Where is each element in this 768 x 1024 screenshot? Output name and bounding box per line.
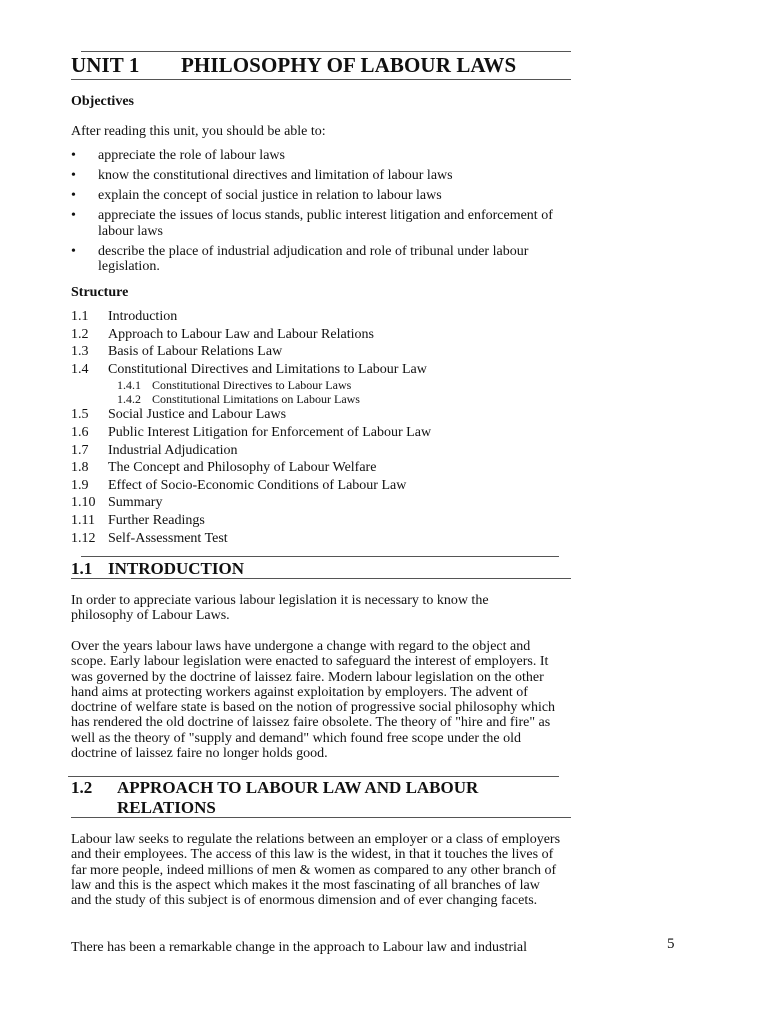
objective-item: • describe the place of industrial adjudication and role of tribunal under labour legislation.	[71, 243, 529, 274]
structure-item: 1.4 Constitutional Directives and Limitations to Labour Law	[71, 361, 427, 377]
structure-item: 1.2 Approach to Labour Law and Labour Relations	[71, 326, 374, 342]
objectives-intro: After reading this unit, you should be able to:	[71, 124, 326, 139]
unit-number: UNIT 1	[71, 53, 140, 77]
section-1-2-heading: 1.2 APPROACH TO LABOUR LAW AND LABOUR RELATIONS	[71, 778, 479, 817]
objectives-list	[71, 148, 561, 279]
objectives-heading: Objectives	[71, 94, 134, 109]
structure-item: 1.9 Effect of Socio-Economic Conditions of Labour Law	[71, 477, 407, 493]
header-top-rule	[81, 51, 571, 52]
bullet-icon: •	[71, 148, 76, 163]
structure-subitem: 1.4.1 Constitutional Directives to Labour Laws	[117, 378, 352, 393]
objective-item: • appreciate the issues of locus stands, public interest litigation and enforcement of labour laws	[71, 208, 553, 239]
unit-title-text: PHILOSOPHY OF LABOUR LAWS	[181, 53, 517, 77]
objective-item: • appreciate the role of labour laws	[71, 148, 285, 163]
section-1-1-para-1: In order to appreciate various labour legislation it is necessary to know the philosophy of Labour Laws.	[71, 593, 489, 624]
bullet-icon: •	[71, 243, 76, 259]
unit-title	[71, 53, 516, 78]
structure-item: 1.6 Public Interest Litigation for Enforcement of Labour Law	[71, 424, 432, 440]
structure-heading: Structure	[71, 285, 129, 300]
structure-item: 1.3 Basis of Labour Relations Law	[71, 344, 283, 360]
objective-item: • know the constitutional directives and limitation of labour laws	[71, 168, 453, 183]
structure-subitem: 1.4.2 Constitutional Limitations on Labour Laws	[117, 392, 360, 407]
section-1-2-bottom-rule	[71, 817, 571, 818]
structure-item: 1.1 Introduction	[71, 309, 178, 324]
structure-item: 1.12 Self-Assessment Test	[71, 530, 228, 546]
objective-item: • explain the concept of social justice in relation to labour laws	[71, 188, 442, 203]
header-bottom-rule	[71, 79, 571, 80]
structure-item: 1.11 Further Readings	[71, 512, 205, 528]
structure-item: 1.10 Summary	[71, 495, 163, 511]
section-1-2-para-1: Labour law seeks to regulate the relations between an employer or a class of employers and their employees. The access of this law is the widest, in that it touches the lives of far more people, indeed millions of men & women as compared to any other branch of law and this is the aspect which makes it the most fascinating of all branches of law and the study of this subject is of enormous dimension and of ever changing facets.	[71, 832, 561, 909]
section-1-1-para-2: Over the years labour laws have undergone a change with regard to the object and scope. Early labour legislation were enacted to safeguard the interest of employers. It was governed by the doctrine of laissez faire. Modern labour legislation on the other hand aims at protecting workers against exploitation by employers. The advent of doctrine of welfare state is based on the notion of progressive social philosophy which has rendered the old doctrine of laissez faire obsolete. The theory of "hire and fire" as well as the theory of "supply and demand" which found free scope under the old doctrine of laissez faire no longer holds good.	[71, 639, 556, 762]
structure-item: 1.7 Industrial Adjudication	[71, 442, 238, 458]
bullet-icon: •	[71, 188, 76, 203]
bullet-icon: •	[71, 168, 76, 183]
section-1-1-top-rule	[81, 556, 559, 557]
section-1-1-heading: 1.1 INTRODUCTION	[71, 559, 245, 578]
structure-item: 1.5 Social Justice and Labour Laws	[71, 407, 287, 423]
structure-item: 1.8 The Concept and Philosophy of Labour Welfare	[71, 460, 377, 476]
page-number: 5	[667, 936, 675, 952]
structure-list	[71, 308, 431, 547]
bullet-icon: •	[71, 208, 76, 223]
section-1-2-top-rule	[68, 776, 559, 777]
section-1-1-bottom-rule	[71, 578, 571, 579]
section-1-2-para-2: There has been a remarkable change in the approach to Labour law and industrial	[71, 940, 527, 955]
